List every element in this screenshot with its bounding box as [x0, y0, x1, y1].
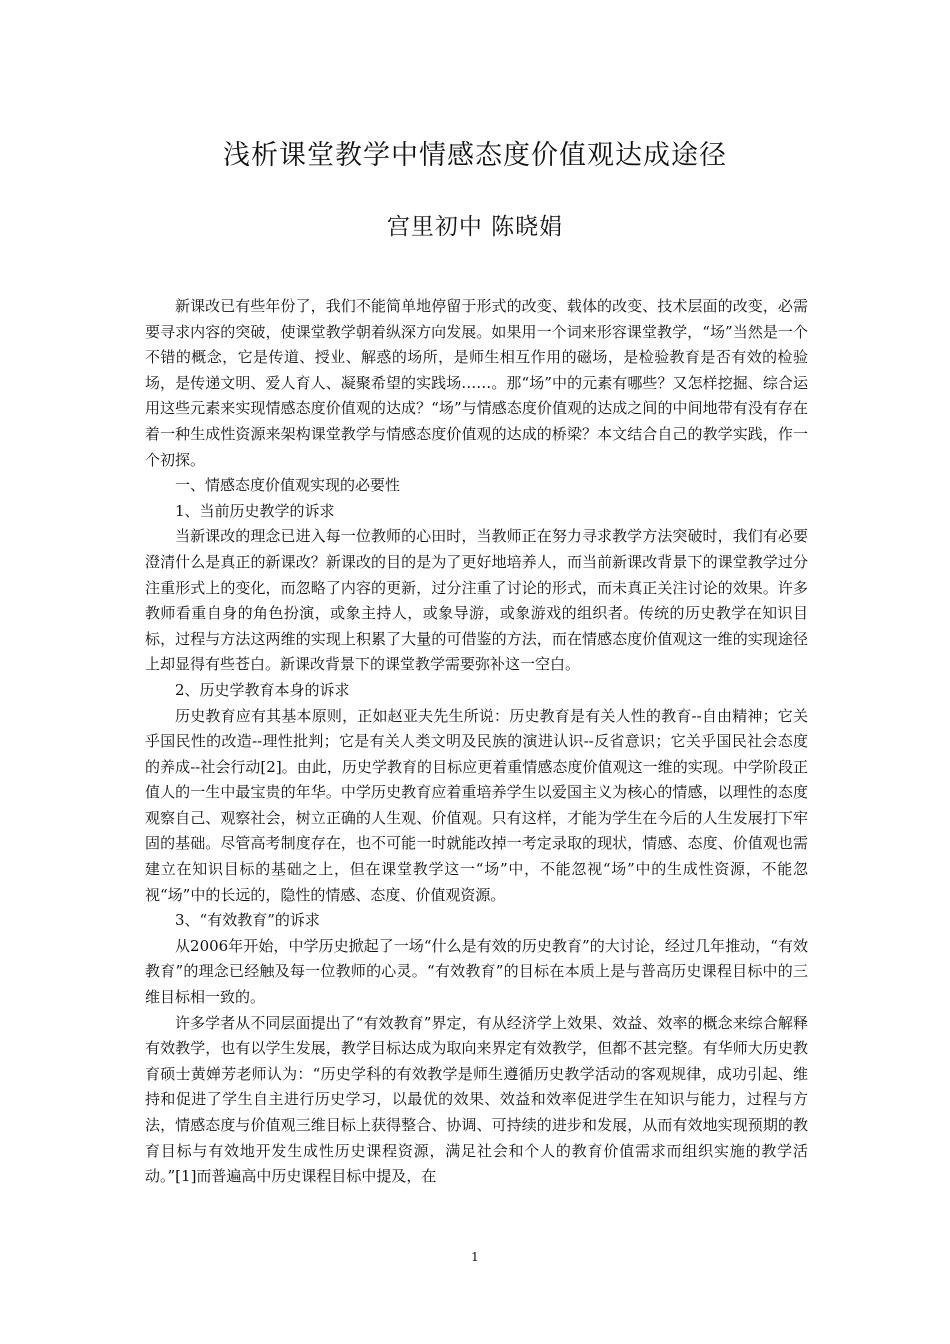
subheading-1: 1、当前历史教学的诉求: [175, 501, 335, 520]
section-heading-1: 一、情感态度价值观实现的必要性: [175, 476, 401, 495]
subheading-2: 2、历史学教育本身的诉求: [175, 680, 350, 699]
subheading-3: 3、“有效教育”的诉求: [175, 911, 320, 930]
paragraph-intro: 新课改已有些年份了，我们不能简单地停留于形式的改变、载体的改变、技术层面的改变，必需要寻求内容的突破，使课堂教学朝着纵深方向发展。如果用一个词来形容课堂教学，“场”当然是一个不错的概念，它是传道、授业、解惑的场所，是师生相互作用的磁场，是检验教育是否有效的检验场，是传递文明、爱人育人、凝聚希望的实践场……。那“场”中的元素有哪些？又怎样挖掘、综合运用这些元素来实现情感态度价值观的达成？“场”与情感态度价值观的达成之间的中间地带有没有存在着一种生成性资源来架构课堂教学与情感态度价值观的达成的桥梁？本文结合自己的教学实践，作一个初探。: [145, 297, 808, 469]
document-body: [145, 294, 808, 1190]
author-line: 宫里初中 陈晓娟: [386, 214, 564, 240]
paragraph-3: 从2006年开始，中学历史掀起了一场“什么是有效的历史教育”的大讨论，经过几年推动，“有效教育”的理念已经触及每一位教师的心灵。“有效教育”的目标在本质上是与普高历史课程目标中的三维目标相一致的。: [145, 936, 808, 1007]
page-title: 浅析课堂教学中情感态度价值观达成途径: [223, 140, 727, 171]
paragraph-2: 历史教育应有其基本原则，正如赵亚夫先生所说：历史教育是有关人性的教育--自由精神；它关乎国民性的改造--理性批判；它是有关人类文明及民族的演进认识--反省意识；它关乎国民社会态度的养成--社会行动[2]。由此，历史学教育的目标应更着重情感态度价值观这一维的实现。中学阶段正值人的一生中最宝贵的年华。中学历史教育应着重培养学生以爱国主义为核心的情感，以理性的态度观察自己、观察社会，树立正确的人生观、价值观。只有这样，才能为学生在今后的人生发展打下牢固的基础。尽管高考制度存在，也不可能一时就能改掉一考定录取的现状，情感、态度、价值观也需建立在知识目标的基础之上，但在课堂教学这一“场”中，不能忽视“场”中的生成性资源，不能忽视“场”中的长远的，隐性的情感、态度、价值观资源。: [145, 706, 808, 904]
paragraph-1: 当新课改的理念已进入每一位教师的心田时，当教师正在努力寻求教学方法突破时，我们有必要澄清什么是真正的新课改？新课改的目的是为了更好地培养人，而当前新课改背景下的课堂教学过分注重形式上的变化，而忽略了内容的更新，过分注重了讨论的形式，而未真正关注讨论的效果。许多教师看重自身的角色扮演，或象主持人，或象导游，或象游戏的组织者。传统的历史教学在知识目标，过程与方法这两维的实现上积累了大量的可借鉴的方法，而在情感态度价值观这一维的实现途径上却显得有些苍白。新课改背景下的课堂教学需要弥补这一空白。: [145, 527, 808, 674]
page-number: 1: [471, 1250, 479, 1264]
paragraph-4: 许多学者从不同层面提出了“有效教育”界定，有从经济学上效果、效益、效率的概念来综合解释有效教学，也有以学生发展，教学目标达成为取向来界定有效教学，但都不甚完整。有华师大历史教育硕士黄婵芳老师认为：“历史学科的有效教学是师生遵循历史教学活动的客观规律，成功引起、维持和促进了学生自主进行历史学习，以最优的效果、效益和效率促进学生在知识与能力，过程与方法，情感态度与价值观三维目标上获得整合、协调、可持续的进步和发展，从而有效地实现预期的教育目标与有效地开发生成性历史课程资源，满足社会和个人的教育价值需求而组织实施的教学活动。”[1]而普遍高中历史课程目标中提及，在: [145, 1013, 808, 1186]
